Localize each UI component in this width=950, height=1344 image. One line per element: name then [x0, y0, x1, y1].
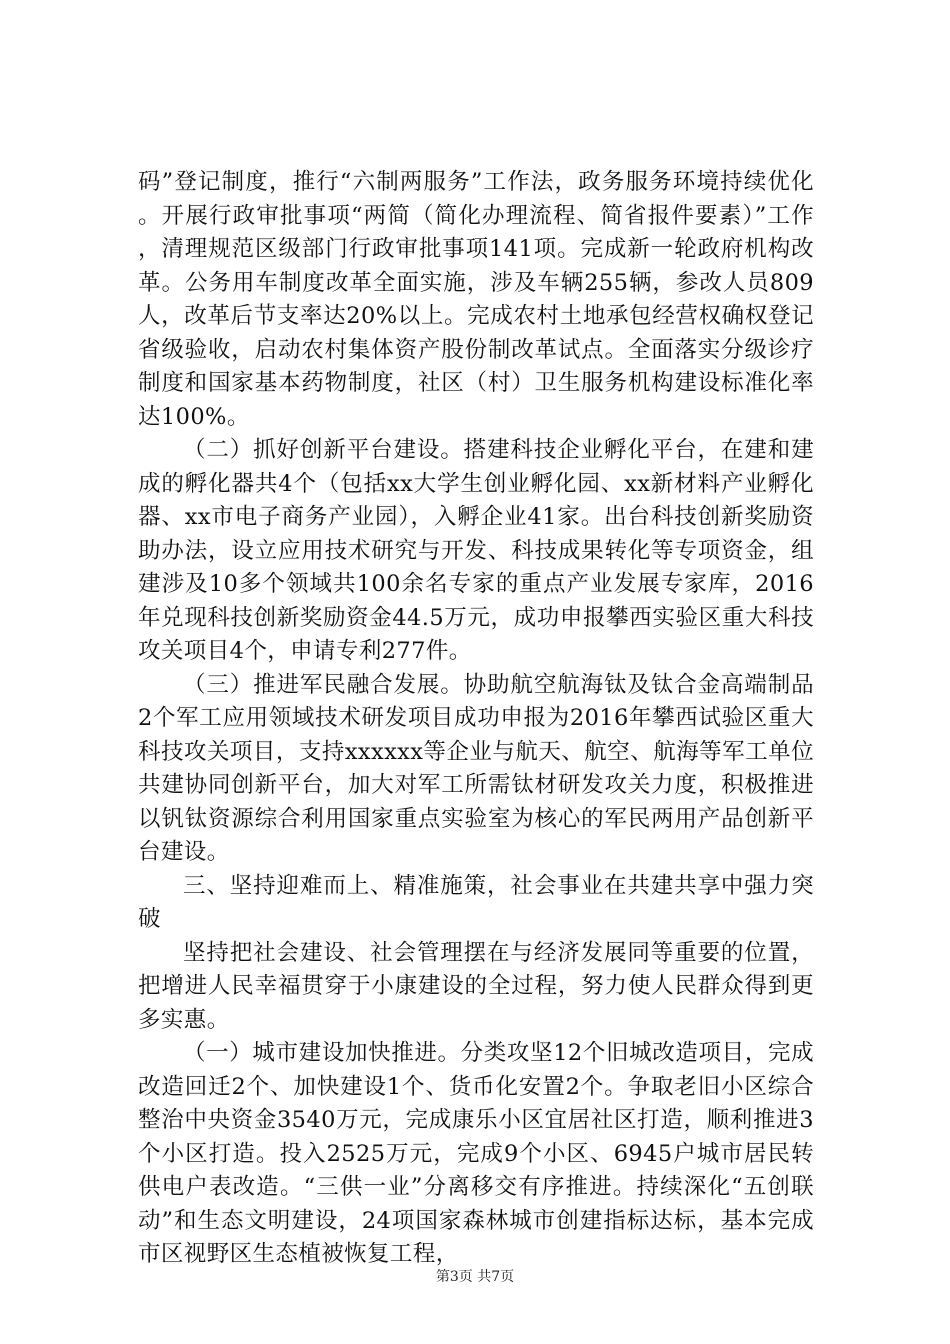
section-heading-social-undertakings: 三、坚持迎难而上、精准施策，社会事业在共建共享中强力突破	[138, 872, 814, 932]
paragraph-social-construction: 坚持把社会建设、社会管理摆在与经济发展同等重要的位置，把增进人民幸福贯穿于小康建设的全过程，努力使人民群众得到更多实惠。	[138, 939, 814, 1033]
document-body	[138, 166, 814, 1272]
page-number-footer: 第3页 共7页	[435, 1269, 515, 1285]
paragraph-innovation-platform: （二）抓好创新平台建设。搭建科技企业孵化平台，在建和建成的孵化器共4个（包括xx大学生创业孵化园、xx新材料产业孵化器、xx市电子商务产业园），入孵企业41家。出台科技创新奖励资助办法，设立应用技术研究与开发、科技成果转化等专项资金，组建涉及10多个领域共100余名专家的重点产业发展专家库，2016年兑现科技创新奖励资金44.5万元，成功申报攀西实验区重大科技攻关项目4个，申请专利277件。	[138, 437, 814, 664]
paragraph-reform-continued: 码”登记制度，推行“六制两服务”工作法，政务服务环境持续优化。开展行政审批事项“两简（简化办理流程、简省报件要素）”工作，清理规范区级部门行政审批事项141项。完成新一轮政府机构改革。公务用车制度改革全面实施，涉及车辆255辆，参改人员809人，改革后节支率达20%以上。完成农村土地承包经营权确权登记省级验收，启动农村集体资产股份制改革试点。全面落实分级诊疗制度和国家基本药物制度，社区（村）卫生服务机构建设标准化率达100%。	[138, 169, 814, 430]
paragraph-military-civil-integration: （三）推进军民融合发展。协助航空航海钛及钛合金高端制品2个军工应用领域技术研发项目成功申报为2016年攀西试验区重大科技攻关项目，支持xxxxxx等企业与航天、航空、航海等军工单位共建协同创新平台，加大对军工所需钛材研发攻关力度，积极推进以钒钛资源综合利用国家重点实验室为核心的军民两用产品创新平台建设。	[138, 671, 814, 865]
paragraph-urban-construction: （一）城市建设加快推进。分类攻坚12个旧城改造项目，完成改造回迁2个、加快建设1个、货币化安置2个。争取老旧小区综合整治中央资金3540万元，完成康乐小区宜居社区打造，顺利推进3个小区打造。投入2525万元，完成9个小区、6945户城市居民转供电户表改造。“三供一业”分离移交有序推进。持续深化“五创联动”和生态文明建设，24项国家森林城市创建指标达标，基本完成市区视野区生态植被恢复工程，	[138, 1040, 814, 1267]
